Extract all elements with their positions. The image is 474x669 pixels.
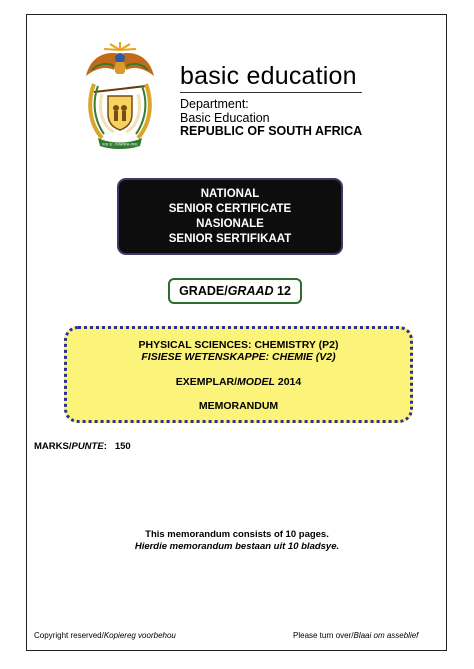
document-type: MEMORANDUM	[198, 400, 279, 412]
footer-copyright-af: Kopiereg voorbehou	[103, 631, 176, 640]
brand-divider	[180, 92, 362, 93]
marks-line	[34, 441, 131, 452]
country-name: REPUBLIC OF SOUTH AFRICA	[180, 124, 363, 138]
subject-english: PHYSICAL SCIENCES: CHEMISTRY (P2)	[138, 339, 339, 351]
department-name: Basic Education	[180, 111, 270, 125]
marks-colon: :	[103, 441, 107, 452]
certificate-banner	[117, 178, 343, 255]
footer-turn-over-af: Blaai om asseblief	[353, 631, 419, 640]
pages-note-afrikaans: Hierdie memorandum bestaan uit 10 bladsye.	[134, 541, 340, 552]
pages-note-english: This memorandum consists of 10 pages.	[145, 529, 329, 540]
grade-label-af: GRAAD	[227, 284, 274, 298]
footer-turn-over	[293, 631, 418, 640]
footer-copyright-en: Copyright reserved/	[34, 631, 104, 640]
certificate-line-3: NASIONALE	[196, 217, 264, 230]
marks-label-af: PUNTE	[71, 441, 104, 452]
subject-afrikaans: FISIESE WETENSKAPPE: CHEMIE (V2)	[141, 351, 336, 363]
certificate-line-1: NATIONAL	[200, 187, 260, 200]
footer-turn-over-en: Please turn over/	[293, 631, 354, 640]
marks-value: 150	[114, 441, 131, 452]
crest-motto: !KE E: /XARRA //KE	[102, 141, 138, 147]
grade-box	[168, 278, 302, 304]
subject-panel	[64, 326, 413, 423]
coat-of-arms-icon	[80, 40, 160, 152]
footer-copyright	[34, 631, 176, 640]
marks-label: MARKS/	[34, 441, 72, 452]
department-label: Department:	[180, 97, 249, 111]
grade-label: GRADE/	[179, 284, 228, 298]
exemplar-year: 2014	[277, 376, 302, 388]
brand-title: basic education	[180, 62, 357, 90]
exemplar-line	[67, 376, 410, 388]
certificate-line-4: SENIOR SERTIFIKAAT	[168, 232, 292, 245]
exemplar-label: EXEMPLAR/	[175, 376, 238, 388]
certificate-line-2: SENIOR CERTIFICATE	[168, 202, 292, 215]
exemplar-label-af: MODEL	[237, 376, 275, 388]
grade-value: 12	[277, 284, 291, 298]
